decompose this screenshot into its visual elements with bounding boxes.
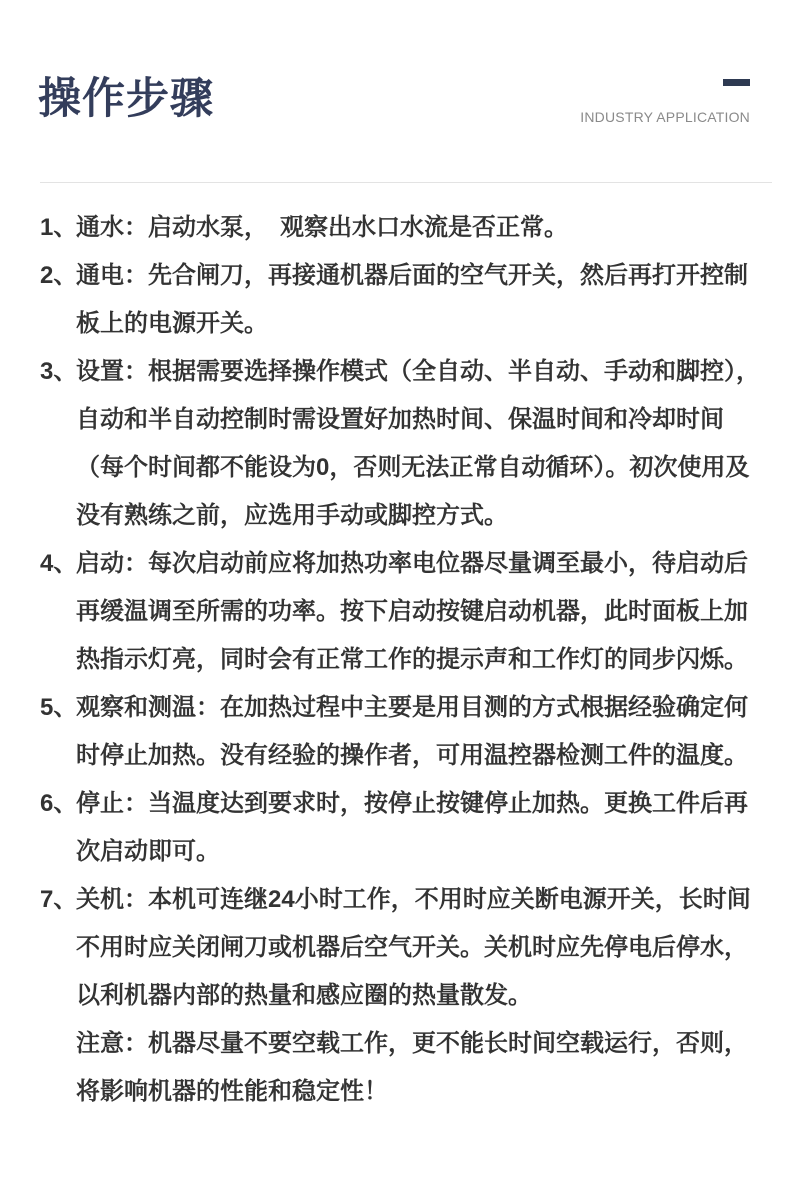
corner-label: INDUSTRY APPLICATION [580,109,750,125]
dash-icon [723,79,750,86]
step-line: 注意：机器尽量不要空载工作，更不能长时间空载运行，否则， [76,1030,748,1057]
step-line: 没有熟练之前，应选用手动或脚控方式。 [76,502,508,529]
step-number: 3、 [40,358,78,385]
step-item [40,684,772,780]
step-number: 1、 [40,214,78,241]
step-line: 通水：启动水泵， 观察出水口水流是否正常。 [76,214,568,241]
step-item [40,348,772,540]
step-line: 以利机器内部的热量和感应圈的热量散发。 [76,982,532,1009]
step-line: 将影响机器的性能和稳定性！ [76,1078,388,1105]
step-text [76,348,772,540]
step-line: 时停止加热。没有经验的操作者，可用温控器检测工件的温度。 [76,742,748,769]
step-item [40,204,772,252]
step-line: 次启动即可。 [76,838,220,865]
step-number: 2、 [40,262,78,289]
step-text [76,540,772,684]
step-line: （每个时间都不能设为0，否则无法正常自动循环）。初次使用及 [76,454,750,481]
corner-block [580,79,750,125]
step-line: 自动和半自动控制时需设置好加热时间、保温时间和冷却时间 [76,406,724,433]
step-item [40,876,772,1116]
step-item [40,252,772,348]
step-line: 通电：先合闸刀，再接通机器后面的空气开关，然后再打开控制 [76,262,748,289]
page-title: 操作步骤 [38,75,214,123]
step-text [76,876,772,1116]
step-number: 6、 [40,790,78,817]
step-text [76,252,772,348]
step-line: 再缓温调至所需的功率。按下启动按键启动机器，此时面板上加 [76,598,748,625]
step-line: 观察和测温：在加热过程中主要是用目测的方式根据经验确定何 [76,694,748,721]
step-text [76,204,772,252]
step-line: 板上的电源开关。 [76,310,268,337]
step-number: 5、 [40,694,78,721]
step-line: 停止：当温度达到要求时，按停止按键停止加热。更换工件后再 [76,790,748,817]
step-line: 关机：本机可连继24小时工作，不用时应关断电源开关，长时间 [76,886,751,913]
step-text [76,780,772,876]
step-line: 不用时应关闭闸刀或机器后空气开关。关机时应先停电后停水， [76,934,748,961]
divider [40,182,772,183]
steps-list [40,204,772,1116]
step-line: 启动：每次启动前应将加热功率电位器尽量调至最小，待启动后 [76,550,748,577]
step-item [40,780,772,876]
step-text [76,684,772,780]
step-number: 4、 [40,550,78,577]
step-line: 热指示灯亮，同时会有正常工作的提示声和工作灯的同步闪烁。 [76,646,748,673]
step-number: 7、 [40,886,78,913]
step-item [40,540,772,684]
step-line: 设置：根据需要选择操作模式（全自动、半自动、手动和脚控）， [76,358,760,385]
